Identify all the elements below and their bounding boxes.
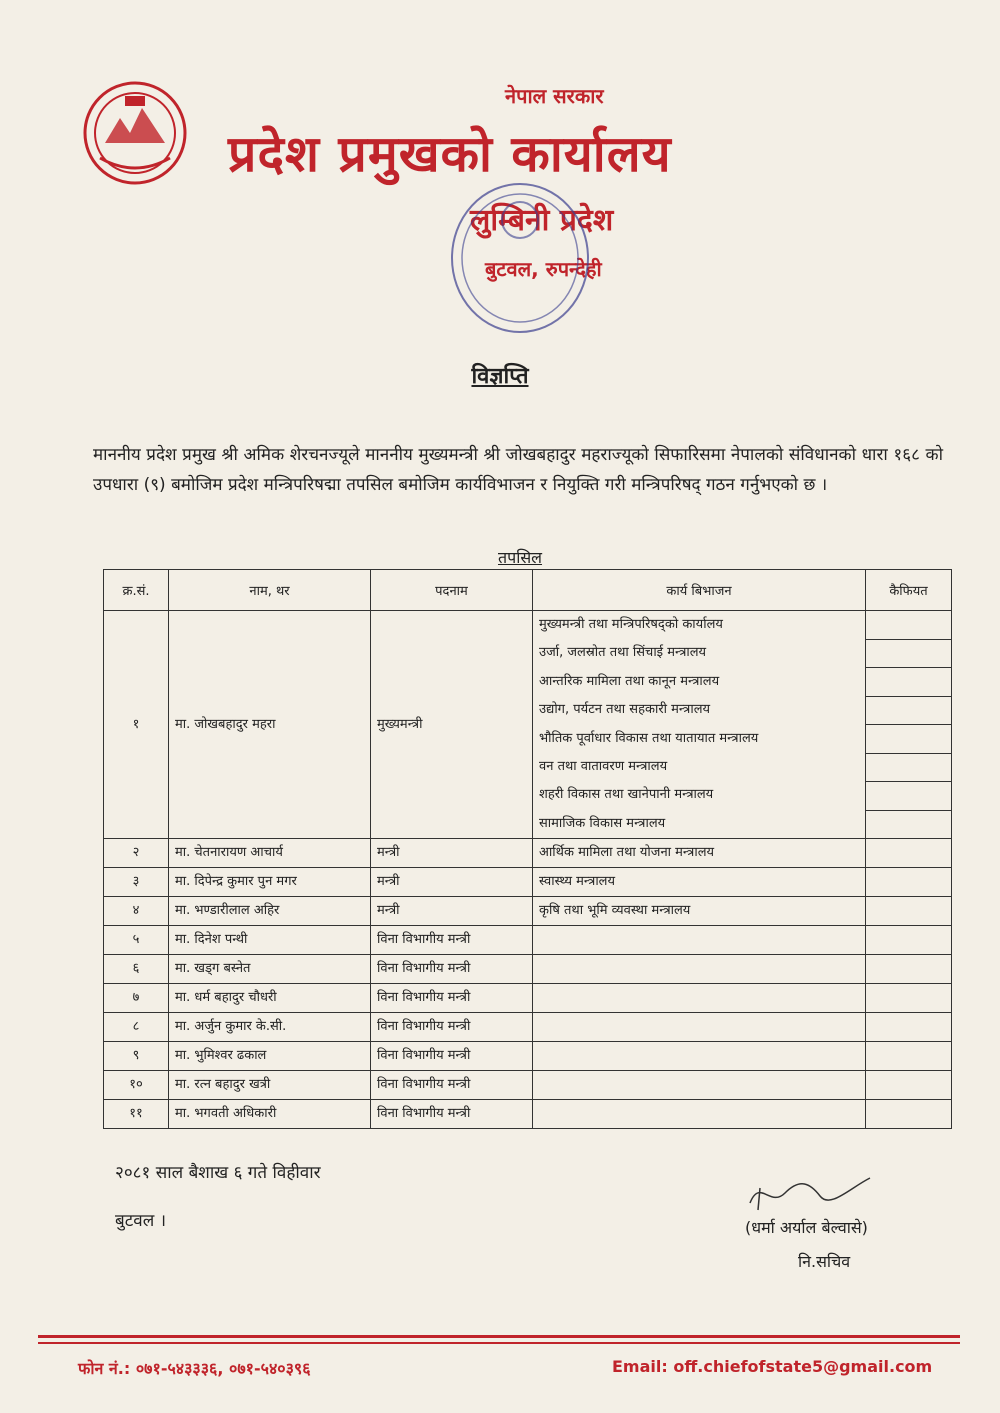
- cell-remarks: [866, 839, 952, 868]
- footer-divider: [38, 1342, 960, 1344]
- table-row: [104, 839, 952, 868]
- issue-date: २०८१ साल बैशाख ६ गते विहीवार: [115, 1163, 321, 1183]
- cell-post: मन्त्री: [371, 897, 533, 926]
- cell-remarks: [866, 1013, 952, 1042]
- table-row: [104, 984, 952, 1013]
- cell-name: मा. दिनेश पन्थी: [169, 926, 371, 955]
- cell-portfolio: कृषि तथा भूमि व्यवस्था मन्त्रालय: [533, 897, 866, 926]
- cell-remarks: [866, 955, 952, 984]
- list-item: वन तथा वातावरण मन्त्रालय: [539, 758, 668, 774]
- list-item: उद्योग, पर्यटन तथा सहकारी मन्त्रालय: [539, 702, 711, 718]
- cell-remarks: [866, 897, 952, 926]
- cell-post: विना विभागीय मन्त्री: [371, 1013, 533, 1042]
- cell-sn: ६: [104, 955, 169, 984]
- cell-portfolio: आर्थिक मामिला तथा योजना मन्त्रालय: [533, 839, 866, 868]
- list-item: शहरी विकास तथा खानेपानी मन्त्रालय: [539, 787, 714, 803]
- cell-portfolio: [533, 1013, 866, 1042]
- cell-portfolio: [533, 1100, 866, 1129]
- list-item: आन्तरिक मामिला तथा कानून मन्त्रालय: [539, 673, 720, 689]
- table-row: [104, 926, 952, 955]
- cell-sn: ५: [104, 926, 169, 955]
- cell-portfolio: [533, 984, 866, 1013]
- cell-name: मा. दिपेन्द्र कुमार पुन मगर: [169, 868, 371, 897]
- cell-name: मा. रत्न बहादुर खत्री: [169, 1071, 371, 1100]
- cell-portfolio: [533, 955, 866, 984]
- cell-post: मन्त्री: [371, 839, 533, 868]
- header-post: पदनाम: [371, 570, 533, 611]
- list-item: सामाजिक विकास मन्त्रालय: [539, 815, 666, 831]
- cell-post: विना विभागीय मन्त्री: [371, 1042, 533, 1071]
- nepal-emblem-logo: [70, 78, 200, 188]
- header-remarks: कैफियत: [866, 570, 952, 611]
- cell-sn: ८: [104, 1013, 169, 1042]
- cell-name: मा. भुमिश्वर ढकाल: [169, 1042, 371, 1071]
- cell-name: मा. अर्जुन कुमार के.सी.: [169, 1013, 371, 1042]
- cell-portfolio: स्वास्थ्य मन्त्रालय: [533, 868, 866, 897]
- cell-name: मा. भगवती अधिकारी: [169, 1100, 371, 1129]
- remarks-grid: [866, 611, 951, 838]
- header-sn: क्र.सं.: [104, 570, 169, 611]
- cell-remarks: [866, 926, 952, 955]
- cell-name: मा. भण्डारीलाल अहिर: [169, 897, 371, 926]
- cell-post: विना विभागीय मन्त्री: [371, 1100, 533, 1129]
- cell-sn: ७: [104, 984, 169, 1013]
- office-stamp: [445, 178, 595, 338]
- table-row: [104, 1013, 952, 1042]
- footer-phone: फोन नं.: ०७१-५४३३३६, ०७१-५४०३९६: [78, 1359, 311, 1378]
- signer-name: (धर्मा अर्याल बेल्वासे): [745, 1218, 868, 1237]
- cell-sn: ४: [104, 897, 169, 926]
- schedule-subtitle: तपसिल: [497, 548, 543, 567]
- cell-post: मन्त्री: [371, 868, 533, 897]
- office-location: बुटवल, रुपन्देही: [485, 257, 602, 281]
- footer-divider: [38, 1335, 960, 1338]
- issue-city: बुटवल ।: [115, 1211, 167, 1231]
- list-item: उर्जा, जलस्रोत तथा सिंचाई मन्त्रालय: [539, 645, 707, 661]
- notice-title: विज्ञप्ति: [471, 364, 529, 389]
- portfolio-list: [539, 611, 859, 838]
- signer-title: नि.सचिव: [798, 1252, 851, 1271]
- table-row: [104, 1071, 952, 1100]
- header-portfolio: कार्य बिभाजन: [533, 570, 866, 611]
- table-row: [104, 1042, 952, 1071]
- cell-post: विना विभागीय मन्त्री: [371, 955, 533, 984]
- table-row-chief-minister: [104, 611, 952, 839]
- cell-portfolio: [533, 1042, 866, 1071]
- cell-sn: २: [104, 839, 169, 868]
- cell-post: मुख्यमन्त्री: [371, 611, 533, 839]
- cell-name: मा. धर्म बहादुर चौधरी: [169, 984, 371, 1013]
- cell-name: मा. जोखबहादुर महरा: [169, 611, 371, 839]
- cell-remarks: [866, 611, 952, 839]
- cell-sn: ९: [104, 1042, 169, 1071]
- cell-portfolio: [533, 1071, 866, 1100]
- cell-remarks: [866, 1100, 952, 1129]
- province-name: लुम्बिनी प्रदेश: [470, 203, 614, 238]
- government-title: नेपाल सरकार: [505, 84, 604, 108]
- list-item: मुख्यमन्त्री तथा मन्त्रिपरिषद्को कार्यालय: [539, 617, 723, 632]
- header-name: नाम, थर: [169, 570, 371, 611]
- office-title: प्रदेश प्रमुखको कार्यालय: [228, 125, 672, 183]
- cell-sn: ११: [104, 1100, 169, 1129]
- cell-portfolio-list: [533, 611, 866, 839]
- cell-post: विना विभागीय मन्त्री: [371, 1071, 533, 1100]
- cell-name: मा. खड्ग बस्नेत: [169, 955, 371, 984]
- list-item: भौतिक पूर्वाधार विकास तथा यातायात मन्त्रालय: [539, 730, 759, 746]
- footer-email: Email: off.chiefofstate5@gmail.com: [612, 1357, 933, 1376]
- cell-remarks: [866, 984, 952, 1013]
- notice-paragraph: माननीय प्रदेश प्रमुख श्री अमिक शेरचनज्यूले माननीय मुख्यमन्त्री श्री जोखबहादुर महराज्यूको सिफारिसमा नेपालको संविधानको धारा १६८ को उपधारा (९) बमोजिम प्रदेश मन्त्रिपरिषद्मा तपसिल बमोजिम कार्यविभाजन र नियुक्ति गरी मन्त्रिपरिषद् गठन गर्नुभएको छ ।: [93, 445, 943, 495]
- table-row: [104, 868, 952, 897]
- table-row: [104, 955, 952, 984]
- cell-remarks: [866, 1071, 952, 1100]
- cell-portfolio: [533, 926, 866, 955]
- cell-sn: ३: [104, 868, 169, 897]
- cell-remarks: [866, 868, 952, 897]
- cell-remarks: [866, 1042, 952, 1071]
- table-row: [104, 1100, 952, 1129]
- signature-mark: [740, 1168, 890, 1218]
- cell-sn: १: [104, 611, 169, 839]
- cell-name: मा. चेतनारायण आचार्य: [169, 839, 371, 868]
- table-header-row: [104, 570, 952, 611]
- cell-post: विना विभागीय मन्त्री: [371, 926, 533, 955]
- cell-post: विना विभागीय मन्त्री: [371, 984, 533, 1013]
- cabinet-table: [103, 569, 952, 1129]
- table-row: [104, 897, 952, 926]
- cell-sn: १०: [104, 1071, 169, 1100]
